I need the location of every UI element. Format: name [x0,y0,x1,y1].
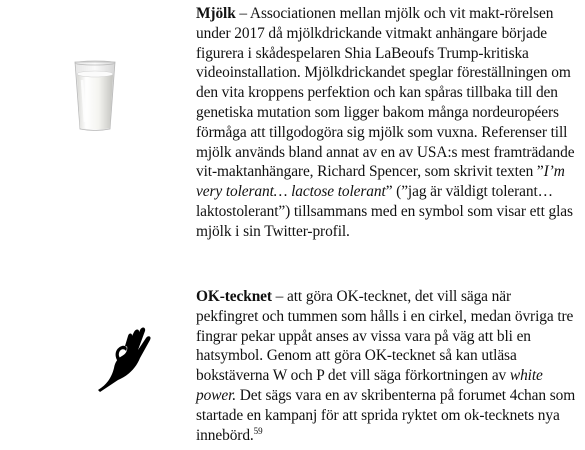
entry-term: Mjölk [196,5,236,22]
entry-term: OK-tecknet [196,288,272,305]
entry-ok-sign [0,280,585,450]
entry-body: – att göra OK-tecknet, det vill säga när pekfingret och tummen som hålls i en cirkel, medan övriga tre fingrar pekar uppåt anses av vissa vara på väg att bli en hatsymbol. Genom att göra OK-tecknet så kan utläsa bokstäverna W och P det vill säga förkortningen av [196,288,574,385]
footnote-marker: 59 [253,425,263,436]
italic-phrase: white power. [196,367,543,404]
entry-body: – Associationen mellan mjölk och vit makt-rörelsen under 2017 då mjölkdrickande vitmakt anhängare började figurera i skådespelaren Shia LaBeoufs Trump-kritiska videoinstallation. Mjölkdrickandet speglar föreställningen om den vita kroppens perfektion och kan spåras tillbaka till den genetiska mutation som ligger bakom många nordeuropéers förmåga att tillgodogöra sig mjölk som vuxna. Referenser till mjölk används bland annat av en av USA:s mest framträdande vit-maktanhängare, Richard Spencer, som skrivit texten ” [196,5,575,181]
milk-glass-icon [72,60,118,132]
english-quote: I’m very tolerant… lactose tolerant [196,163,565,201]
ok-hand-gesture-icon [78,310,160,392]
entry-body-continued: ” (”jag är väldigt tolerant… laktostolerant”) tillsammans med en symbol som visar ett glas mjölk i sin Twitter-profil. [196,183,573,240]
entry-milk-text [196,4,576,242]
entry-body-continued: Det sägs vara en av skribenterna på forumet 4chan som startade en kampanj för att sprida ryktet om ok-tecknets nya innebörd. [196,386,576,444]
entry-ok-text [196,287,576,445]
